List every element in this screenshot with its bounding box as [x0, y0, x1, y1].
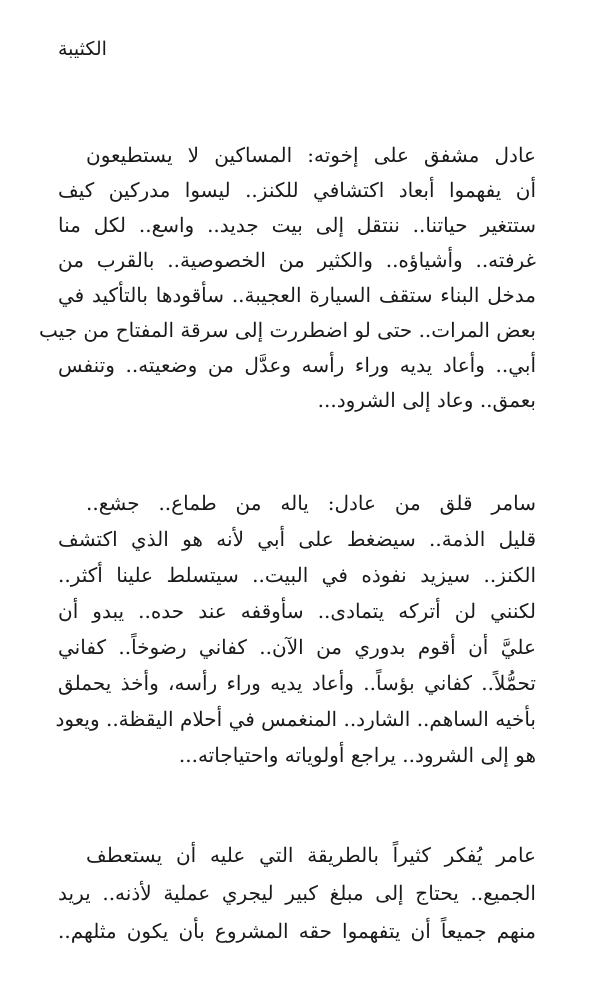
- text-line: قليل الذمة.. سيضغط على أبي لأنه هو الذي اكتشف: [58, 527, 536, 551]
- text-line: ستتغير حياتنا.. ننتقل إلى بيت جديد.. واسع.. لكل منا: [58, 213, 536, 237]
- text-line: أبي.. وأعاد يديه وراء رأسه وعدَّل من وضعيته.. وتنفس: [58, 353, 536, 377]
- text-line: بعض المرات.. حتى لو اضطررت إلى سرقة المفتاح من جيب: [39, 318, 536, 342]
- text-line: منهم جميعاً أن يتفهموا حقه المشروع بأن يكون مثلهم..: [58, 919, 536, 943]
- text-line: تحمُّلاً.. كفاني بؤساً.. وأعاد يديه وراء رأسه، وأخذ يحملق: [58, 671, 536, 695]
- text-line: سامر قلق من عادل: ياله من طماع.. جشع..: [86, 491, 536, 515]
- text-line: عليَّ أن أقوم بدوري من الآن.. كفاني رضوخاً.. كفاني: [58, 635, 536, 659]
- text-line: الكنز.. سيزيد نفوذه في البيت.. سيتسلط علينا أكثر..: [58, 563, 536, 587]
- text-line: الجميع.. يحتاج إلى مبلغ كبير ليجري عملية لأذنه.. يريد: [58, 881, 536, 905]
- text-line: بعمق.. وعاد إلى الشرود...: [317, 388, 536, 412]
- text-line: غرفته.. وأشياؤه.. والكثير من الخصوصية.. بالقرب من: [58, 248, 536, 272]
- text-line: لكنني لن أتركه يتمادى.. سأوقفه عند حده.. يبدو أن: [58, 599, 536, 623]
- text-line: أن يفهموا أبعاد اكتشافي للكنز.. ليسوا مدركين كيف: [58, 178, 536, 202]
- text-line: هو إلى الشرود.. يراجع أولوياته واحتياجاته...: [178, 743, 536, 767]
- text-line: عامر يُفكر كثيراً بالطريقة التي عليه أن يستعطف: [86, 843, 536, 867]
- text-line: بأخيه الساهم.. الشارد.. المنغمس في أحلام اليقظة.. ويعود: [55, 707, 536, 731]
- text-line: مدخل البناء ستقف السيارة العجيبة.. سأقودها بالتأكيد في: [58, 283, 536, 307]
- running-head: الكثيبة: [58, 38, 107, 60]
- text-line: عادل مشفق على إخوته: المساكين لا يستطيعون: [86, 143, 536, 167]
